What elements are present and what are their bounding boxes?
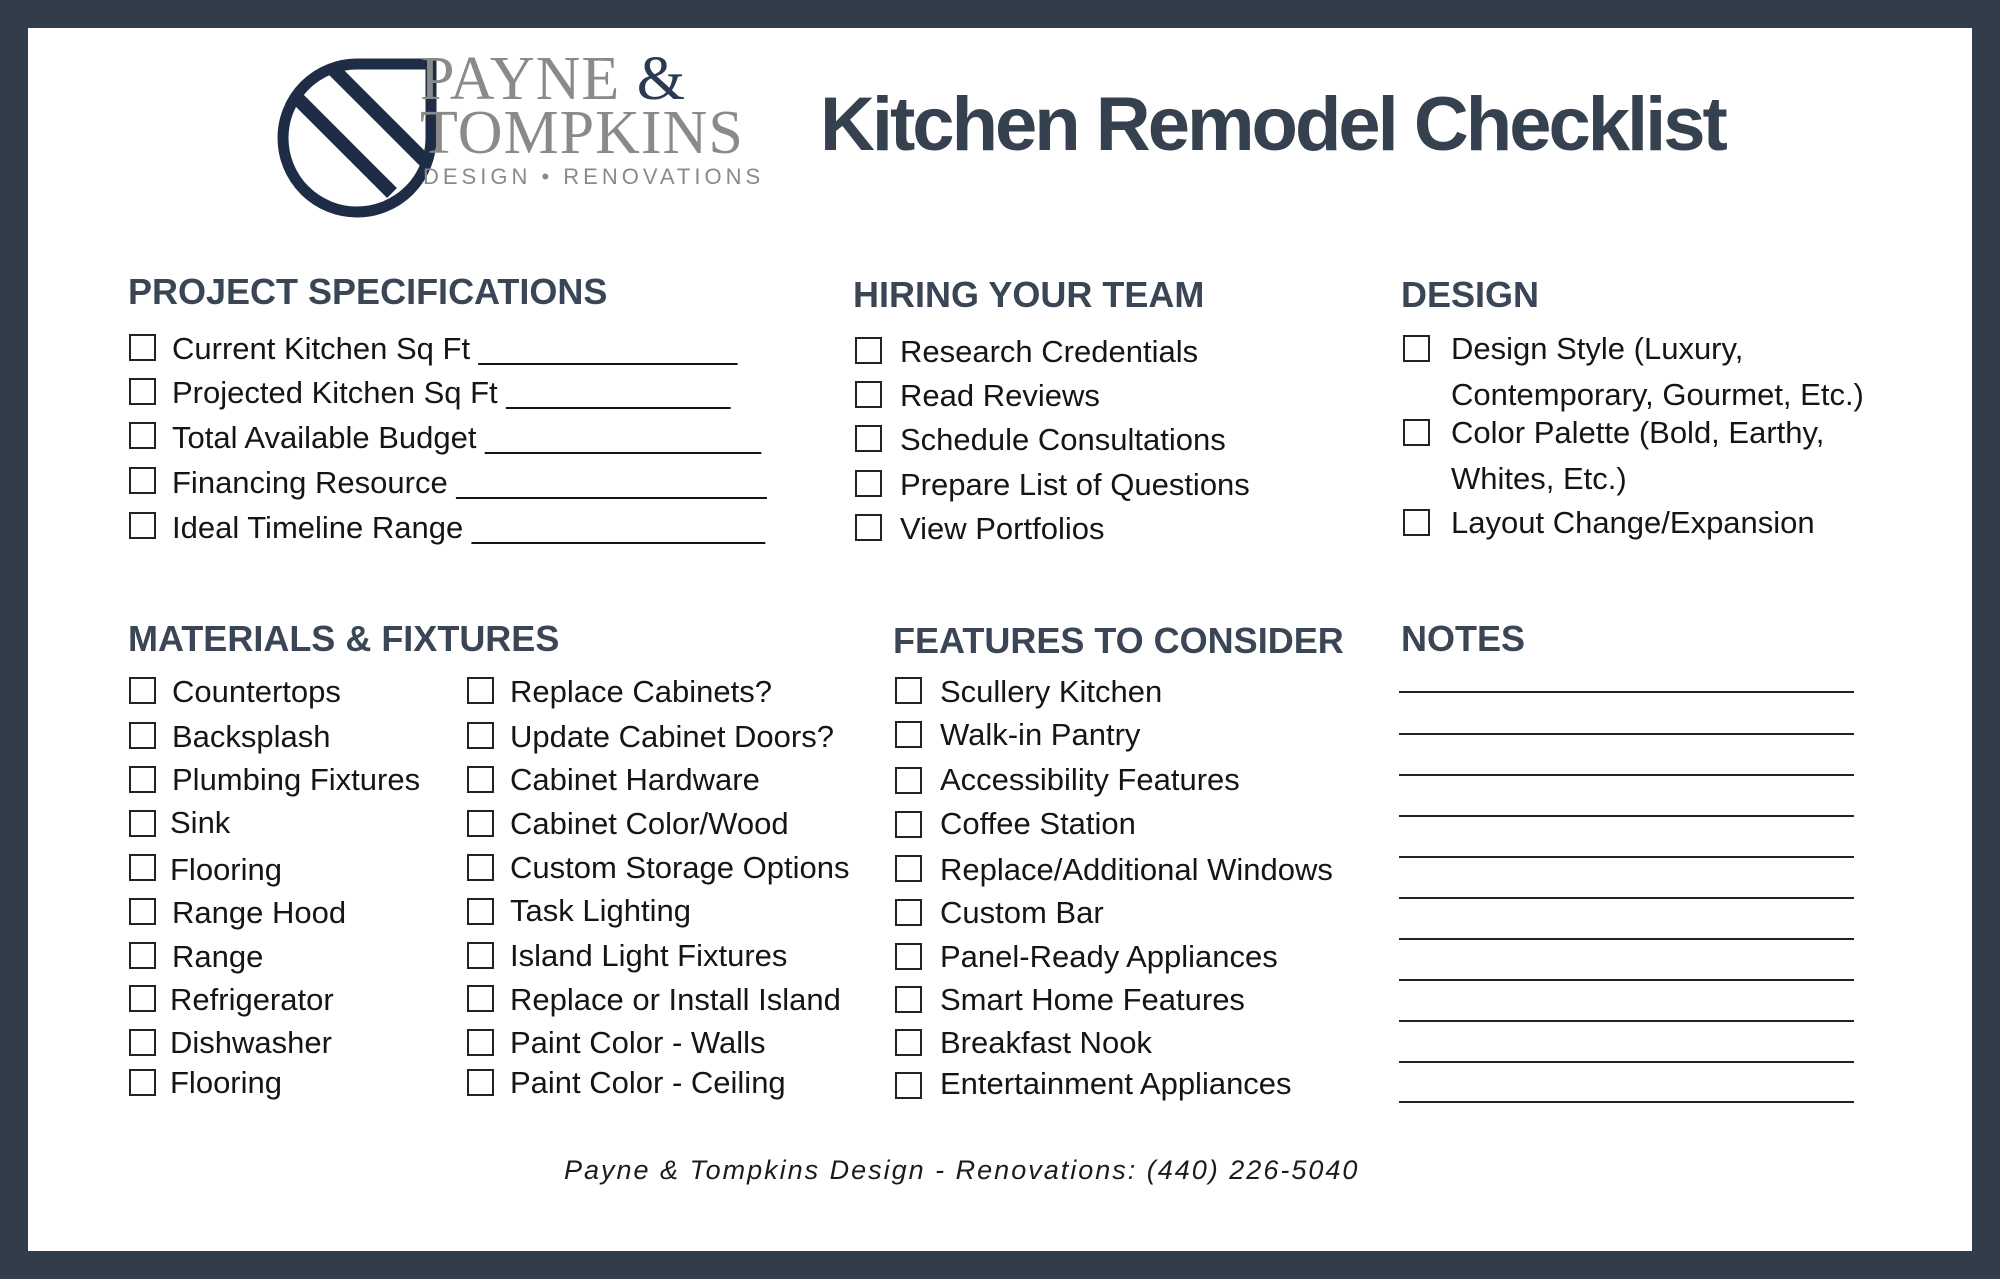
logo-wordmark-line1: PAYNE & [420,45,687,113]
checkbox-walk-in-pantry[interactable] [895,721,922,748]
item-prepare-questions: Prepare List of Questions [900,467,1250,502]
item-color-palette-line1: Color Palette (Bold, Earthy, [1451,415,1825,450]
item-paint-walls: Paint Color - Walls [510,1025,766,1060]
checkbox-entertainment[interactable] [895,1072,922,1099]
notes-line[interactable] [1399,774,1854,776]
logo-wordmark-line2: TOMPKINS [420,99,744,167]
checkbox-accessibility[interactable] [895,767,922,794]
checkbox-breakfast-nook[interactable] [895,1029,922,1056]
footer-contact: Payne & Tompkins Design - Renovations: (440) 226-5040 [564,1155,1360,1185]
checkbox-plumbing-fixtures[interactable] [129,766,156,793]
checkbox-prepare-questions[interactable] [855,470,882,497]
checkbox-paint-walls[interactable] [467,1029,494,1056]
item-financing: Financing Resource __________________ [172,465,767,500]
item-island: Replace or Install Island [510,982,841,1017]
item-read-reviews: Read Reviews [900,378,1100,413]
item-paint-ceiling: Paint Color - Ceiling [510,1065,786,1100]
item-view-portfolios: View Portfolios [900,511,1105,546]
item-plumbing-fixtures: Plumbing Fixtures [172,762,421,797]
checkbox-task-lighting[interactable] [467,898,494,925]
item-range-hood: Range Hood [172,895,347,930]
item-custom-storage: Custom Storage Options [510,850,850,885]
item-backsplash: Backsplash [172,719,331,754]
item-replace-cabinets: Replace Cabinets? [510,674,772,709]
checkbox-cabinet-hardware[interactable] [467,766,494,793]
checkbox-refrigerator[interactable] [129,985,156,1012]
item-walk-in-pantry: Walk-in Pantry [940,717,1141,752]
item-design-style-line1: Design Style (Luxury, [1451,331,1744,366]
checkbox-sink[interactable] [129,810,156,837]
checkbox-island[interactable] [467,985,494,1012]
checkbox-backsplash[interactable] [129,722,156,749]
item-island-light: Island Light Fixtures [510,938,788,973]
checkbox-scullery[interactable] [895,677,922,704]
checkbox-read-reviews[interactable] [855,381,882,408]
checkbox-panel-ready[interactable] [895,943,922,970]
item-cabinet-hardware: Cabinet Hardware [510,762,760,797]
item-countertops: Countertops [172,674,341,709]
item-entertainment: Entertainment Appliances [940,1066,1292,1101]
checkbox-coffee-station[interactable] [895,811,922,838]
page-title: Kitchen Remodel Checklist [820,82,1725,167]
checkbox-color-palette[interactable] [1403,419,1430,446]
item-timeline: Ideal Timeline Range _________________ [172,510,765,545]
payne-tompkins-logo-icon [272,53,442,223]
checkbox-paint-ceiling[interactable] [467,1069,494,1096]
checkbox-design-style[interactable] [1403,335,1430,362]
checkbox-island-light[interactable] [467,942,494,969]
item-scullery: Scullery Kitchen [940,674,1163,709]
checkbox-smart-home[interactable] [895,986,922,1013]
checkbox-replace-cabinets[interactable] [467,677,494,704]
checkbox-cabinet-color[interactable] [467,810,494,837]
checkbox-projected-sq-ft[interactable] [129,378,156,405]
item-flooring: Flooring [170,852,282,887]
item-projected-sq-ft: Projected Kitchen Sq Ft _____________ [172,375,731,410]
checkbox-custom-bar[interactable] [895,899,922,926]
checkbox-current-sq-ft[interactable] [129,334,156,361]
notes-line[interactable] [1399,815,1854,817]
checkbox-layout-change[interactable] [1403,509,1430,536]
checkbox-financing[interactable] [129,467,156,494]
notes-line[interactable] [1399,691,1854,693]
checkbox-range[interactable] [129,942,156,969]
item-design-style-line2: Contemporary, Gourmet, Etc.) [1451,377,1864,412]
item-schedule-consultations: Schedule Consultations [900,422,1226,457]
item-task-lighting: Task Lighting [510,893,691,928]
item-refrigerator: Refrigerator [170,982,334,1017]
item-research-credentials: Research Credentials [900,334,1199,369]
notes-line[interactable] [1399,733,1854,735]
item-update-cabinet-doors: Update Cabinet Doors? [510,719,834,754]
item-range: Range [172,939,264,974]
item-current-sq-ft: Current Kitchen Sq Ft _______________ [172,331,738,366]
notes-line[interactable] [1399,897,1854,899]
heading-materials-fixtures: MATERIALS & FIXTURES [128,618,560,659]
checkbox-schedule-consultations[interactable] [855,425,882,452]
item-custom-bar: Custom Bar [940,895,1104,930]
item-coffee-station: Coffee Station [940,806,1136,841]
checkbox-timeline[interactable] [129,512,156,539]
notes-line[interactable] [1399,1061,1854,1063]
checkbox-dishwasher[interactable] [129,1029,156,1056]
item-dishwasher: Dishwasher [170,1025,332,1060]
checkbox-research-credentials[interactable] [855,337,882,364]
checkbox-budget[interactable] [129,422,156,449]
item-smart-home: Smart Home Features [940,982,1245,1017]
item-cabinet-color: Cabinet Color/Wood [510,806,789,841]
checkbox-flooring-2[interactable] [129,1069,156,1096]
checkbox-update-cabinet-doors[interactable] [467,722,494,749]
item-accessibility: Accessibility Features [940,762,1240,797]
checkbox-range-hood[interactable] [129,898,156,925]
heading-project-specifications: PROJECT SPECIFICATIONS [128,271,608,312]
heading-notes: NOTES [1401,618,1526,659]
notes-line[interactable] [1399,856,1854,858]
item-windows: Replace/Additional Windows [940,852,1333,887]
notes-line[interactable] [1399,938,1854,940]
item-budget: Total Available Budget ________________ [172,420,761,455]
item-sink: Sink [170,805,231,840]
heading-design: DESIGN [1401,274,1540,315]
heading-features: FEATURES TO CONSIDER [893,620,1344,661]
logo-tagline: DESIGN • RENOVATIONS [423,164,765,189]
checkbox-windows[interactable] [895,855,922,882]
item-panel-ready: Panel-Ready Appliances [940,939,1278,974]
checkbox-countertops[interactable] [129,677,156,704]
checkbox-custom-storage[interactable] [467,854,494,881]
notes-line[interactable] [1399,1101,1854,1103]
item-flooring-2: Flooring [170,1065,282,1100]
item-layout-change: Layout Change/Expansion [1451,505,1815,540]
heading-hiring-team: HIRING YOUR TEAM [853,274,1205,315]
checkbox-flooring[interactable] [129,854,156,881]
checkbox-view-portfolios[interactable] [855,514,882,541]
notes-line[interactable] [1399,979,1854,981]
item-color-palette-line2: Whites, Etc.) [1451,461,1627,496]
item-breakfast-nook: Breakfast Nook [940,1025,1152,1060]
notes-line[interactable] [1399,1020,1854,1022]
